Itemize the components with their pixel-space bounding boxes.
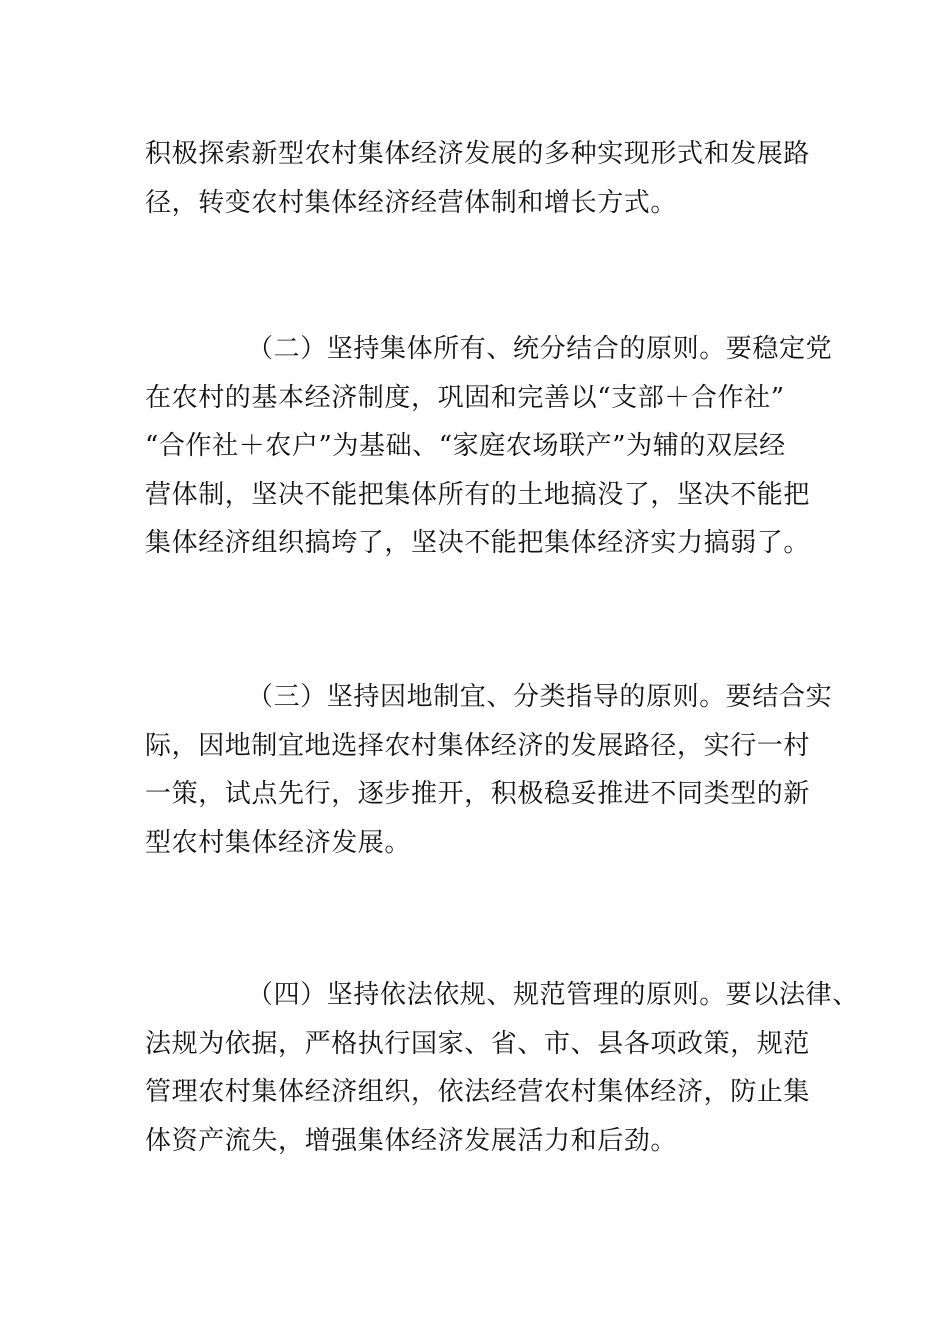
paragraph-line: 在农村的基本经济制度，巩固和完善以“支部＋合作社” bbox=[145, 382, 785, 413]
paragraph-line: 型农村集体经济发展。 bbox=[145, 827, 412, 858]
paragraph-line: 管理农村集体经济组织，依法经营农村集体经济，防止集 bbox=[145, 1077, 811, 1107]
paragraph-line: （三）坚持因地制宜、分类指导的原则。要结合实 bbox=[247, 682, 833, 712]
paragraph-line: 径，转变农村集体经济经营体制和增长方式。 bbox=[145, 187, 678, 218]
paragraph-line: 体资产流失，增强集体经济发展活力和后劲。 bbox=[145, 1125, 678, 1156]
paragraph-2 bbox=[145, 325, 833, 568]
paragraph-line: 法规为依据，严格执行国家、省、市、县各项政策，规范 bbox=[145, 1028, 811, 1059]
paragraph-line: （二）坚持集体所有、统分结合的原则。要稳定党 bbox=[247, 334, 833, 364]
paragraph-line: 际，因地制宜地选择农村集体经济的发展路径，实行一村 bbox=[145, 730, 811, 761]
paragraph-line: 营体制，坚决不能把集体所有的土地搞没了，坚决不能把 bbox=[145, 479, 811, 510]
paragraph-line: （四）坚持依法依规、规范管理的原则。要以法律、 bbox=[247, 980, 859, 1010]
paragraph-1 bbox=[145, 130, 825, 227]
paragraph-line: 积极探索新型农村集体经济发展的多种实现形式和发展路 bbox=[145, 139, 811, 169]
paragraph-line: “合作社＋农户”为基础、“家庭农场联产”为辅的双层经 bbox=[145, 431, 786, 461]
paragraph-line: 集体经济组织搞垮了，坚决不能把集体经济实力搞弱了。 bbox=[145, 528, 811, 558]
paragraph-3 bbox=[145, 673, 833, 867]
paragraph-4 bbox=[145, 971, 859, 1165]
paragraph-line: 一策，试点先行，逐步推开，积极稳妥推进不同类型的新 bbox=[145, 779, 811, 809]
